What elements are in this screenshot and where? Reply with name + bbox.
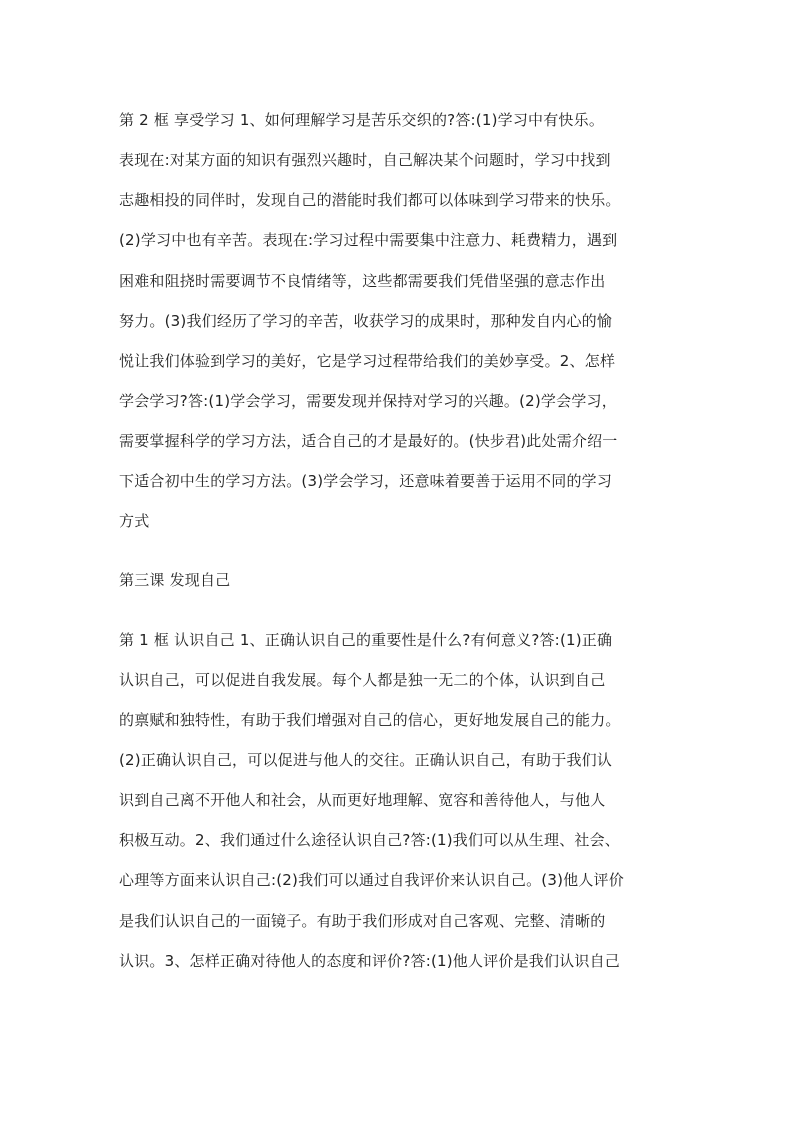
section1-line-9: 需要掌握科学的学习方法，适合自己的才是最好的。(快步君)此处需介绍一	[119, 432, 618, 450]
section1-line-10: 下适合初中生的学习方法。(3)学会学习，还意味着要善于运用不同的学习	[119, 472, 613, 490]
section2-line-7: 心理等方面来认识自己:(2)我们可以通过自我评价来认识自己。(3)他人评价	[119, 871, 624, 889]
section2-line-2: 认识自己，可以促进自我发展。每个人都是独一无二的个体，认识到自己	[119, 671, 606, 689]
lesson-heading: 第三课 发现自己	[119, 571, 231, 589]
section1-line-2: 表现在:对某方面的知识有强烈兴趣时，自己解决某个问题时，学习中找到	[119, 151, 611, 169]
section1-line-5: 困难和阻挠时需要调节不良情绪等，这些都需要我们凭借坚强的意志作出	[119, 272, 606, 290]
section1-line-1: 第 2 框 享受学习 1、如何理解学习是苦乐交织的?答:(1)学习中有快乐。	[119, 111, 605, 129]
section1-line-4: (2)学习中也有辛苦。表现在:学习过程中需要集中注意力、耗费精力，遇到	[119, 231, 618, 249]
section2-line-8: 是我们认识自己的一面镜子。有助于我们形成对自己客观、完整、清晰的	[119, 912, 606, 930]
section1-line-8: 学会学习?答:(1)学会学习，需要发现并保持对学习的兴趣。(2)学会学习，	[119, 392, 617, 410]
section2-line-3: 的禀赋和独特性，有助于我们增强对自己的信心，更好地发展自己的能力。	[119, 711, 621, 729]
section2-line-4: (2)正确认识自己，可以促进与他人的交往。正确认识自己，有助于我们认	[119, 751, 613, 769]
section2-line-9: 认识。3、怎样正确对待他人的态度和评价?答:(1)他人评价是我们认识自己	[119, 952, 621, 970]
section1-line-11: 方式	[119, 512, 150, 530]
section2-line-6: 积极互动。2、我们通过什么途径认识自己?答:(1)我们可以从生理、社会、	[119, 831, 621, 849]
section2-line-5: 识到自己离不开他人和社会，从而更好地理解、宽容和善待他人，与他人	[119, 791, 606, 809]
section2-line-1: 第 1 框 认识自己 1、正确认识自己的重要性是什么?有何意义?答:(1)正确	[119, 631, 613, 649]
section1-line-3: 志趣相投的同伴时，发现自己的潜能时我们都可以体味到学习带来的快乐。	[119, 191, 621, 209]
section1-line-7: 悦让我们体验到学习的美好，它是学习过程带给我们的美妙享受。2、怎样	[119, 352, 616, 370]
section1-line-6: 努力。(3)我们经历了学习的辛苦，收获学习的成果时，那种发自内心的愉	[119, 312, 613, 330]
